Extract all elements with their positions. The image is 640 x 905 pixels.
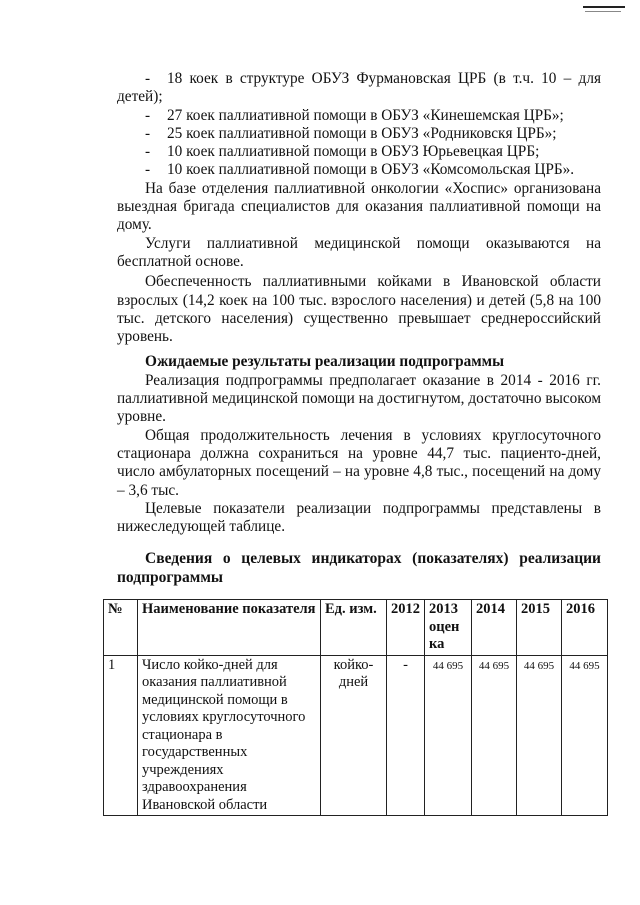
cell-2015: 44 695 [517,655,562,816]
header-2013: 2013 оцен ка [425,600,472,656]
header-num: № [104,600,138,656]
table-header-row [104,600,608,656]
header-2014: 2014 [472,600,517,656]
table-container [103,599,607,816]
document-body [117,70,601,587]
bullet-item: - 27 коек паллиативной помощи в ОБУЗ «Кинешемская ЦРБ»; [145,106,564,124]
header-2012: 2012 [387,600,425,656]
paragraph: Реализация подпрограммы предполагает оказание в 2014 - 2016 гг. паллиативной медицинской помощи на достигнутом, достаточно высоком уровне. [117,371,601,426]
paragraph: Услуги паллиативной медицинской помощи оказываются на бесплатной основе. [117,234,601,270]
paragraph: Целевые показатели реализации подпрограммы представлены в нижеследующей таблице. [117,499,601,536]
scan-artifact [583,6,625,8]
header-2015: 2015 [517,600,562,656]
cell-2012: - [387,655,425,816]
table-row [104,655,608,816]
header-name: Наименование показателя [138,600,321,656]
cell-2016: 44 695 [562,655,608,816]
indicators-table [103,599,608,816]
cell-num: 1 [104,655,138,816]
bullet-item: - 10 коек паллиативной помощи в ОБУЗ «Комсомольская ЦРБ». [145,161,575,179]
cell-2013: 44 695 [425,655,472,816]
header-unit: Ед. изм. [321,600,387,656]
table-title: Сведения о целевых индикаторах (показателях) реализации подпрограммы [117,550,601,586]
header-2016: 2016 [562,600,608,656]
cell-name: Число койко-дней для оказания паллиативной медицинской помощи в условиях круглосуточного стационара в государственных учреждениях здравоохранения Ивановской области [138,655,321,816]
section-heading: Ожидаемые результаты реализации подпрограммы [145,353,505,371]
paragraph: На базе отделения паллиативной онкологии «Хоспис» организована выездная бригада специалистов для оказания паллиативной помощи на дому. [117,179,601,234]
bullet-item: - 25 коек паллиативной помощи в ОБУЗ «Родниковскя ЦРБ»; [145,124,557,142]
cell-2014: 44 695 [472,655,517,816]
bullet-item: - 18 коек в структуре ОБУЗ Фурмановская ЦРБ (в т.ч. 10 – для детей); [117,70,601,106]
paragraph: Обеспеченность паллиативными койками в Ивановской области взрослых (14,2 коек на 100 тыс. взрослого населения) и детей (5,8 на 100 тыс. детского населения) существенно превышает среднероссийский уровень. [117,273,601,346]
bullet-item: - 10 коек паллиативной помощи в ОБУЗ Юрьевецкая ЦРБ; [145,143,540,161]
paragraph: Общая продолжительность лечения в условиях круглосуточного стационара должна сохраниться на уровне 44,7 тыс. пациенто-дней, число амбулаторных посещений – на уровне 4,8 тыс., посещений на дому – 3,6 тыс. [117,426,601,499]
scan-artifact [585,11,621,12]
cell-unit: койко-дней [321,655,387,816]
